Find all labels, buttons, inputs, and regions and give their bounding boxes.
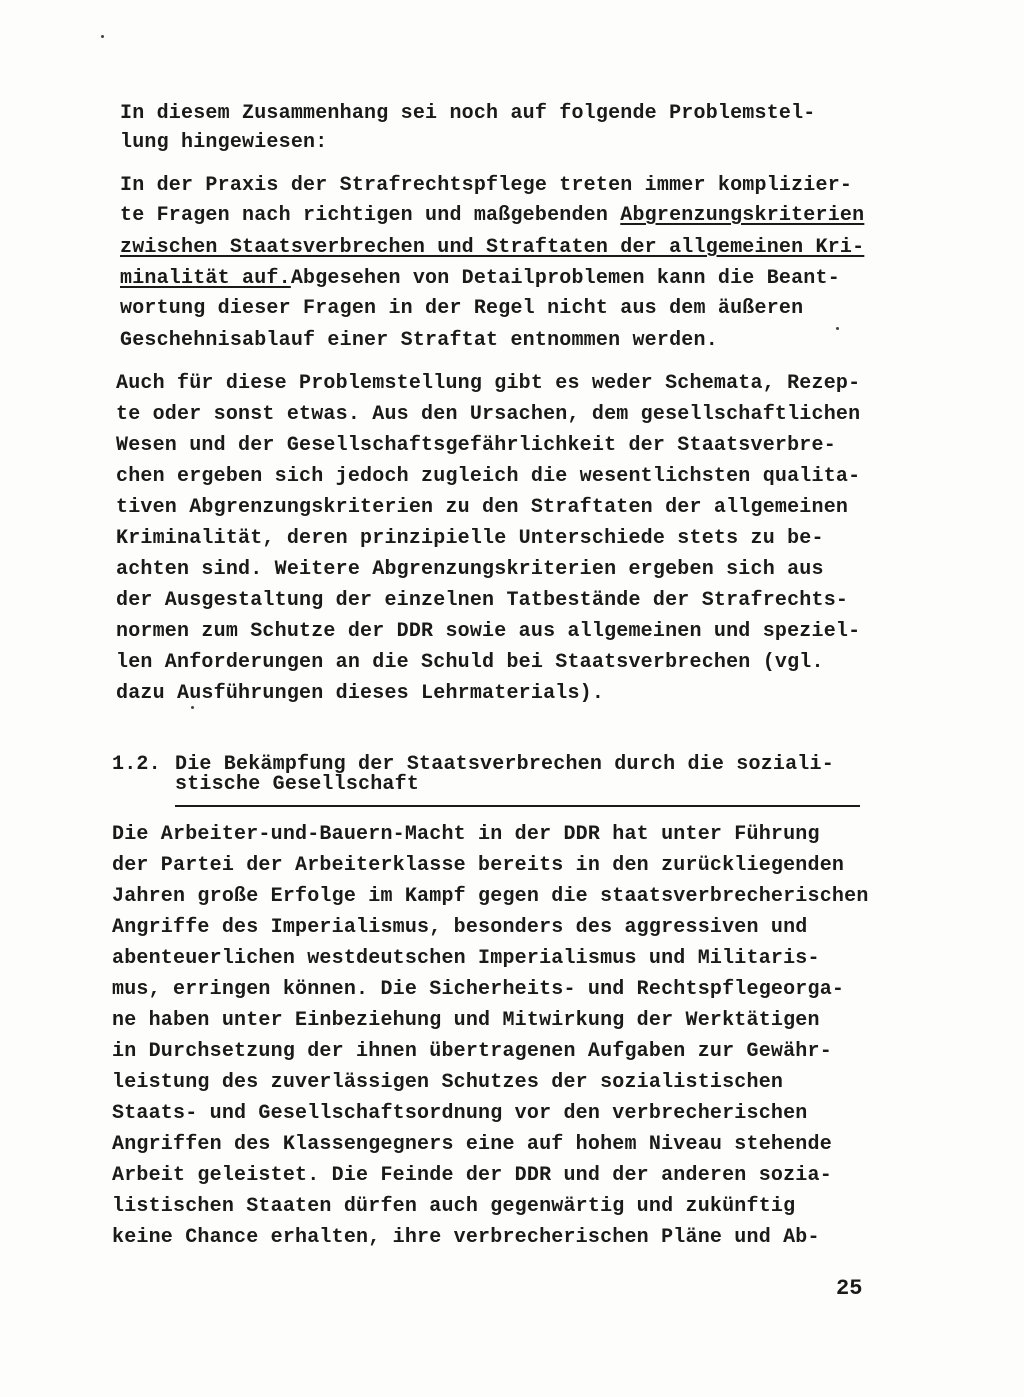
paragraph-2-line: wortung dieser Fragen in der Regel nicht aus dem äußeren bbox=[120, 297, 804, 320]
section-title: stische Gesellschaft bbox=[175, 773, 420, 796]
underlined-phrase: zwischen Staatsverbrechen und Straftaten der allgemeinen Kri- bbox=[120, 236, 865, 259]
paragraph-1-line: lung hingewiesen: bbox=[120, 131, 328, 154]
paragraph-3-line: achten sind. Weitere Abgrenzungskriterien ergeben sich aus bbox=[116, 558, 824, 581]
paragraph-2-line bbox=[120, 268, 840, 290]
paragraph-2-line: Geschehnisablauf einer Straftat entnommen werden. bbox=[120, 329, 718, 352]
paragraph-4-line: in Durchsetzung der ihnen übertragenen Aufgaben zur Gewähr- bbox=[112, 1040, 832, 1063]
paragraph-4-line: abenteuerlichen westdeutschen Imperialismus und Militaris- bbox=[112, 947, 820, 970]
paragraph-3-line: der Ausgestaltung der einzelnen Tatbestände der Strafrechts- bbox=[116, 589, 849, 612]
paragraph-3-line: Wesen und der Gesellschaftsgefährlichkeit der Staatsverbre- bbox=[116, 434, 836, 457]
page-number: 25 bbox=[836, 1276, 863, 1301]
section-title: Die Bekämpfung der Staatsverbrechen durch die soziali- bbox=[175, 753, 834, 776]
underlined-phrase: minalität auf. bbox=[120, 267, 291, 290]
paragraph-3-line: te oder sonst etwas. Aus den Ursachen, dem gesellschaftlichen bbox=[116, 403, 861, 426]
scan-speck bbox=[101, 35, 104, 38]
paragraph-4-line: Arbeit geleistet. Die Feinde der DDR und der anderen sozia- bbox=[112, 1164, 832, 1187]
paragraph-4-line: Angriffen des Klassengegners eine auf hohem Niveau stehende bbox=[112, 1133, 832, 1156]
paragraph-3-line: chen ergeben sich jedoch zugleich die wesentlichsten qualita- bbox=[116, 465, 861, 488]
paragraph-4-line: listischen Staaten dürfen auch gegenwärtig und zukünftig bbox=[112, 1195, 796, 1218]
paragraph-4-line: Die Arbeiter-und-Bauern-Macht in der DDR hat unter Führung bbox=[112, 823, 820, 846]
section-number: 1.2. bbox=[112, 753, 161, 776]
paragraph-4-line: keine Chance erhalten, ihre verbrecherischen Pläne und Ab- bbox=[112, 1226, 820, 1249]
scan-speck bbox=[836, 327, 839, 330]
paragraph-4-line: mus, erringen können. Die Sicherheits- und Rechtspflegeorga- bbox=[112, 978, 845, 1001]
paragraph-3-line: Auch für diese Problemstellung gibt es weder Schemata, Rezep- bbox=[116, 372, 861, 395]
paragraph-2-text: te Fragen nach richtigen und maßgebenden bbox=[120, 204, 621, 227]
paragraph-4-line: der Partei der Arbeiterklasse bereits in den zurückliegenden bbox=[112, 854, 845, 877]
scan-speck bbox=[191, 706, 194, 709]
paragraph-2-text: Abgesehen von Detailproblemen kann die Beant- bbox=[290, 267, 840, 290]
paragraph-1-line: In diesem Zusammenhang sei noch auf folgende Problemstel- bbox=[120, 102, 816, 125]
paragraph-4-line: Staats- und Gesellschaftsordnung vor den verbrecherischen bbox=[112, 1102, 808, 1125]
underlined-phrase: Abgrenzungskriterien bbox=[620, 204, 865, 227]
paragraph-4-line: ne haben unter Einbeziehung und Mitwirkung der Werktätigen bbox=[112, 1009, 820, 1032]
paragraph-3-line: dazu Ausführungen dieses Lehrmaterials). bbox=[116, 682, 605, 705]
paragraph-2-line bbox=[120, 205, 864, 227]
paragraph-2-line: In der Praxis der Strafrechtspflege treten immer komplizier- bbox=[120, 174, 853, 197]
paragraph-4-line: Jahren große Erfolge im Kampf gegen die staatsverbrecherischen bbox=[112, 885, 869, 908]
section-underline bbox=[175, 805, 860, 807]
paragraph-3-line: tiven Abgrenzungskriterien zu den Straftaten der allgemeinen bbox=[116, 496, 849, 519]
paragraph-4-line: Angriffe des Imperialismus, besonders des aggressiven und bbox=[112, 916, 808, 939]
paragraph-3-line: len Anforderungen an die Schuld bei Staatsverbrechen (vgl. bbox=[116, 651, 824, 674]
paragraph-3-line: normen zum Schutze der DDR sowie aus allgemeinen und speziel- bbox=[116, 620, 861, 643]
paragraph-4-line: leistung des zuverlässigen Schutzes der sozialistischen bbox=[112, 1071, 784, 1094]
paragraph-3-line: Kriminalität, deren prinzipielle Unterschiede stets zu be- bbox=[116, 527, 824, 550]
